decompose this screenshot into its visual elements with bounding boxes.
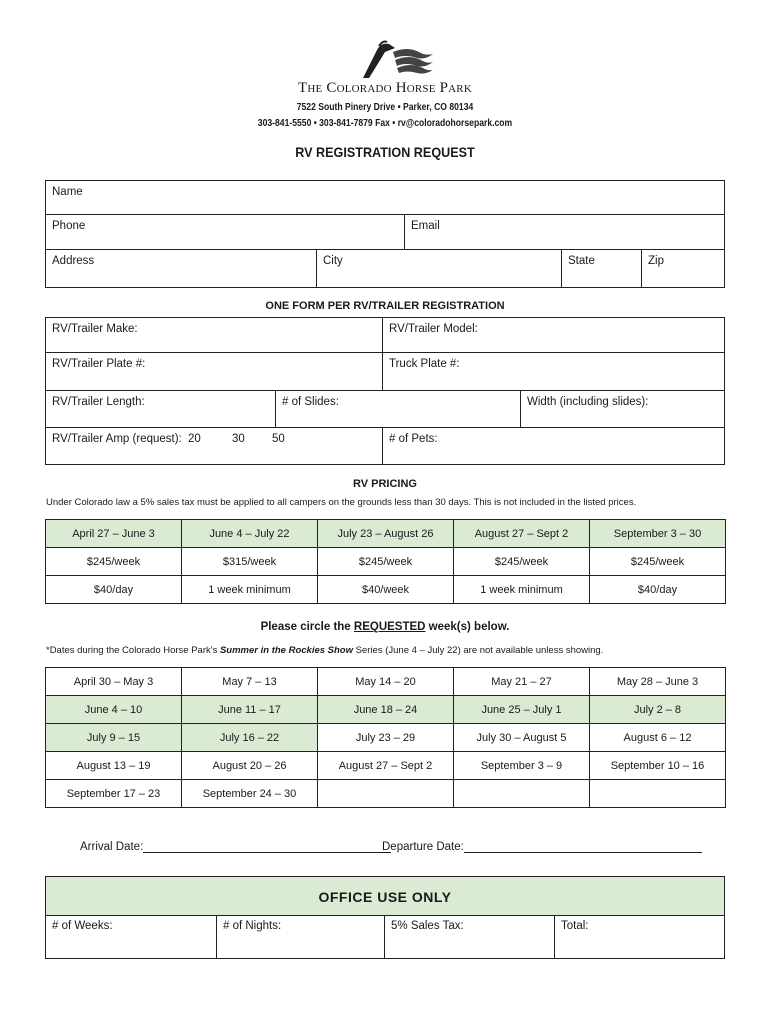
price-period: April 27 – June 3 — [46, 520, 182, 548]
weeks-heading — [0, 621, 770, 633]
departure-date — [382, 840, 702, 853]
amp-option-50[interactable]: 50 — [272, 433, 285, 445]
arrival-input[interactable] — [143, 840, 391, 853]
pricing-note: Under Colorado law a 5% sales tax must be applied to all campers on the grounds less than 30 days. This is not included in the listed prices. — [46, 497, 637, 508]
pricing-daily-row — [46, 576, 726, 604]
office-tax-label: 5% Sales Tax: — [391, 920, 464, 932]
address-field[interactable] — [46, 250, 317, 287]
week-cell[interactable]: July 23 – 29 — [318, 724, 454, 752]
weeks-row — [46, 780, 726, 808]
week-cell[interactable]: May 21 – 27 — [454, 668, 590, 696]
price-period: August 27 – Sept 2 — [454, 520, 590, 548]
rv-make-label: RV/Trailer Make: — [52, 323, 138, 335]
rv-model-field[interactable] — [383, 318, 725, 353]
office-weeks-label: # of Weeks: — [52, 920, 113, 932]
daily-price: $40/week — [318, 576, 454, 604]
rv-make-field[interactable] — [46, 318, 383, 353]
price-period: June 4 – July 22 — [182, 520, 318, 548]
week-cell[interactable]: June 4 – 10 — [46, 696, 182, 724]
week-cell[interactable]: September 10 – 16 — [590, 752, 726, 780]
week-cell[interactable]: September 3 – 9 — [454, 752, 590, 780]
address-label: Address — [52, 255, 95, 267]
weeks-row — [46, 668, 726, 696]
rv-fields — [45, 317, 725, 465]
weekly-price: $245/week — [318, 548, 454, 576]
weeks-note-em: Summer in the Rockies Show — [219, 645, 354, 656]
form-title: RV REGISTRATION REQUEST — [295, 144, 475, 160]
week-cell[interactable]: May 28 – June 3 — [590, 668, 726, 696]
week-cell[interactable]: May 14 – 20 — [318, 668, 454, 696]
weeks-heading-post: week(s) below. — [425, 621, 510, 633]
departure-label: Departure Date: — [382, 841, 464, 853]
weeks-note-post: Series (June 4 – July 22) are not available unless showing. — [353, 645, 604, 656]
week-cell[interactable]: June 18 – 24 — [318, 696, 454, 724]
week-cell-empty — [454, 780, 590, 808]
weekly-price: $245/week — [454, 548, 590, 576]
office-weeks-field[interactable] — [46, 915, 217, 958]
phone-label: Phone — [52, 220, 86, 232]
zip-label: Zip — [648, 255, 664, 267]
price-period: July 23 – August 26 — [318, 520, 454, 548]
week-cell[interactable]: August 6 – 12 — [590, 724, 726, 752]
week-cell[interactable]: September 17 – 23 — [46, 780, 182, 808]
contact-fields — [45, 180, 725, 288]
week-cell-empty — [590, 780, 726, 808]
org-address: 7522 South Pinery Drive • Parker, CO 80134 — [296, 102, 474, 113]
name-field[interactable] — [46, 181, 725, 215]
weeks-row — [46, 696, 726, 724]
name-label: Name — [52, 186, 83, 198]
week-cell[interactable]: September 24 – 30 — [182, 780, 318, 808]
week-cell[interactable]: August 20 – 26 — [182, 752, 318, 780]
rv-section-heading: ONE FORM PER RV/TRAILER REGISTRATION — [265, 300, 505, 312]
office-use-heading: OFFICE USE ONLY — [45, 876, 725, 916]
state-field[interactable] — [562, 250, 642, 287]
rv-length-label: RV/Trailer Length: — [52, 396, 145, 408]
pricing-periods-row — [46, 520, 726, 548]
state-label: State — [568, 255, 595, 267]
daily-price: 1 week minimum — [454, 576, 590, 604]
week-cell-empty — [318, 780, 454, 808]
week-cell[interactable]: August 27 – Sept 2 — [318, 752, 454, 780]
arrival-label: Arrival Date: — [80, 841, 144, 853]
rv-plate-field[interactable] — [46, 353, 383, 391]
amp-option-30[interactable]: 30 — [232, 433, 245, 445]
daily-price: $40/day — [590, 576, 726, 604]
weeks-table — [45, 667, 726, 808]
zip-field[interactable] — [642, 250, 725, 287]
week-cell[interactable]: July 2 – 8 — [590, 696, 726, 724]
city-label: City — [323, 255, 343, 267]
pets-field[interactable] — [383, 428, 725, 464]
week-cell[interactable]: May 7 – 13 — [182, 668, 318, 696]
week-cell[interactable]: July 9 – 15 — [46, 724, 182, 752]
truck-plate-label: Truck Plate #: — [389, 358, 460, 370]
office-fields — [45, 915, 725, 959]
weeks-row — [46, 724, 726, 752]
pricing-weekly-row — [46, 548, 726, 576]
amp-field — [46, 428, 383, 464]
office-nights-label: # of Nights: — [223, 920, 282, 932]
week-cell[interactable]: August 13 – 19 — [46, 752, 182, 780]
price-period: September 3 – 30 — [590, 520, 726, 548]
week-cell[interactable]: July 16 – 22 — [182, 724, 318, 752]
amp-option-20[interactable]: 20 — [188, 433, 201, 445]
pricing-heading: RV PRICING — [353, 478, 417, 490]
office-total-label: Total: — [561, 920, 589, 932]
org-contact: 303-841-5550 • 303-841-7879 Fax • rv@coloradohorsepark.com — [257, 118, 513, 129]
week-cell[interactable]: June 25 – July 1 — [454, 696, 590, 724]
weeks-note — [46, 645, 603, 656]
email-field[interactable] — [405, 215, 725, 250]
weekly-price: $245/week — [46, 548, 182, 576]
office-total-field[interactable] — [555, 915, 725, 958]
weeks-note-pre: *Dates during the Colorado Horse Park's — [46, 645, 220, 656]
rv-model-label: RV/Trailer Model: — [389, 323, 478, 335]
daily-price: $40/day — [46, 576, 182, 604]
slides-label: # of Slides: — [282, 396, 339, 408]
office-tax-field[interactable] — [385, 915, 555, 958]
weekly-price: $245/week — [590, 548, 726, 576]
week-cell[interactable]: June 11 – 17 — [182, 696, 318, 724]
weeks-heading-em: REQUESTED — [353, 621, 426, 633]
amp-label: RV/Trailer Amp (request): — [52, 433, 182, 445]
week-cell[interactable]: April 30 – May 3 — [46, 668, 182, 696]
width-label: Width (including slides): — [527, 396, 649, 408]
pets-label: # of Pets: — [389, 433, 438, 445]
weeks-heading-pre: Please circle the — [260, 621, 354, 633]
width-field[interactable] — [521, 391, 725, 428]
office-nights-field[interactable] — [217, 915, 385, 958]
week-cell[interactable]: July 30 – August 5 — [454, 724, 590, 752]
pricing-table — [45, 519, 726, 604]
weekly-price: $315/week — [182, 548, 318, 576]
rv-plate-label: RV/Trailer Plate #: — [52, 358, 146, 370]
daily-price: 1 week minimum — [182, 576, 318, 604]
phone-field[interactable] — [46, 215, 405, 250]
city-field[interactable] — [317, 250, 562, 287]
slides-field[interactable] — [276, 391, 521, 428]
truck-plate-field[interactable] — [383, 353, 725, 391]
weeks-row — [46, 752, 726, 780]
horse-park-logo-icon — [355, 38, 435, 80]
arrival-date — [80, 840, 391, 853]
rv-length-field[interactable] — [46, 391, 276, 428]
org-name: The Colorado Horse Park — [298, 80, 472, 96]
departure-input[interactable] — [464, 840, 702, 853]
email-label: Email — [411, 220, 440, 232]
